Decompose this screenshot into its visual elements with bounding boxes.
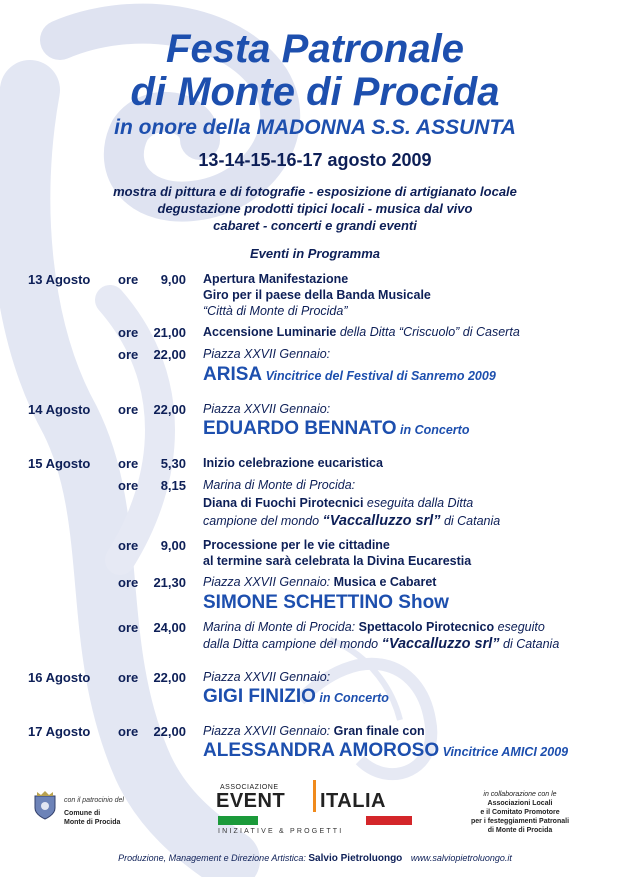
- time: 9,00: [160, 272, 186, 287]
- artist-name: GIGI FINIZIO: [203, 686, 316, 707]
- venue: Piazza XXVII Gennaio:: [203, 670, 331, 684]
- artist-name: ARISA: [203, 364, 263, 385]
- event-line: al termine sarà celebrata la Divina Eucarestia: [203, 554, 472, 568]
- ore-label: ore: [118, 325, 139, 340]
- headliner: [203, 740, 568, 762]
- time: 22,00: [153, 402, 186, 417]
- day-13: 13 Agosto: [28, 272, 91, 287]
- collab-line: e il Comitato Promotore: [480, 809, 560, 816]
- collaboration-block: [430, 790, 610, 835]
- ore-label: ore: [118, 456, 139, 471]
- day-17: 17 Agosto: [28, 724, 91, 739]
- headliner: [203, 592, 449, 614]
- event-line: “Città di Monte di Procida”: [203, 304, 348, 318]
- description-line-1: mostra di pittura e di fotografie - esposizione di artigianato locale: [113, 184, 517, 199]
- producer-website: www.salviopietroluongo.it: [410, 853, 512, 863]
- collab-line: Associazioni Locali: [487, 800, 553, 807]
- event-line: Inizio celebrazione eucaristica: [203, 456, 383, 470]
- flag-red: [366, 816, 412, 825]
- artist-name: EDUARDO BENNATO: [203, 418, 397, 439]
- description-line-2: degustazione prodotti tipici locali - musica dal vivo: [157, 201, 473, 216]
- venue: Piazza XXVII Gennaio:: [203, 402, 331, 416]
- event-italic: di Catania: [440, 514, 501, 528]
- time: 22,00: [153, 670, 186, 685]
- event-italic: Marina di Monte di Procida:: [203, 620, 359, 634]
- logo-divider: [313, 780, 316, 812]
- producer-label: Produzione, Management e Direzione Artistica:: [118, 853, 306, 863]
- time: 21,00: [153, 325, 186, 340]
- title-line-1: Festa Patronale: [166, 27, 464, 71]
- comune-name: Monte di Procida: [64, 819, 121, 826]
- event-italic: eseguito: [494, 620, 545, 634]
- event-line: [203, 513, 500, 529]
- event-line: Marina di Monte di Procida:: [203, 478, 356, 492]
- artist-note: in Concerto: [315, 691, 389, 705]
- event-line: Apertura Manifestazione: [203, 272, 349, 286]
- event-italia-logo: [216, 790, 416, 840]
- time: 24,00: [153, 620, 186, 635]
- day-14: 14 Agosto: [28, 402, 91, 417]
- event-bold: Diana di Fuochi Pirotecnici: [203, 496, 364, 510]
- event-line: [203, 496, 473, 510]
- artist-note: Vincitrice del Festival di Sanremo 2009: [262, 369, 496, 383]
- time: 21,30: [153, 575, 186, 590]
- logo-tagline: INIZIATIVE & PROGETTI: [218, 828, 344, 835]
- collab-line: per i festeggiamenti Patronali: [470, 818, 570, 825]
- event-italic: della Ditta “Criscuolo” di Caserta: [336, 325, 520, 339]
- ore-label: ore: [118, 347, 139, 362]
- title-line-2: di Monte di Procida: [130, 70, 500, 114]
- headliner: [203, 686, 389, 708]
- event-bold: Accensione Luminarie: [203, 325, 337, 339]
- collab-line: di Monte di Procida: [487, 827, 553, 834]
- event-line: Giro per il paese della Banda Musicale: [203, 288, 431, 302]
- event-bold: Musica e Cabaret: [330, 575, 437, 589]
- comune-name: Comune di: [64, 810, 101, 817]
- festival-dates: 13-14-15-16-17 agosto 2009: [198, 150, 432, 170]
- description-line-3: cabaret - concerti e grandi eventi: [213, 218, 417, 233]
- event-line: [203, 325, 520, 339]
- ore-label: ore: [118, 620, 139, 635]
- ore-label: ore: [118, 724, 139, 739]
- event-line: [203, 724, 425, 738]
- headliner: [203, 418, 469, 440]
- event-italic: eseguita dalla Ditta: [363, 496, 474, 510]
- title-dedication: in onore della MADONNA S.S. ASSUNTA: [114, 116, 516, 139]
- logo-event: EVENT: [216, 790, 286, 812]
- producer-credit: [0, 853, 630, 864]
- ore-label: ore: [118, 670, 139, 685]
- ore-label: ore: [118, 402, 139, 417]
- artist-note: Vincitrice AMICI 2009: [439, 745, 569, 759]
- ore-label: ore: [118, 575, 139, 590]
- producer-name: Salvio Pietroluongo: [308, 853, 403, 864]
- day-15: 15 Agosto: [28, 456, 91, 471]
- logo-italia: ITALIA: [320, 790, 386, 812]
- event-bold: Gran finale con: [330, 724, 425, 738]
- flag-green: [218, 816, 258, 825]
- ore-label: ore: [118, 538, 139, 553]
- event-line: [203, 636, 559, 652]
- event-line: [203, 620, 545, 634]
- artist-note: in Concerto: [396, 423, 470, 437]
- time: 5,30: [160, 456, 186, 471]
- logo-association-label: ASSOCIAZIONE: [220, 784, 279, 791]
- time: 9,00: [160, 538, 186, 553]
- ore-label: ore: [118, 478, 139, 493]
- time: 22,00: [153, 724, 186, 739]
- event-line: [203, 575, 436, 589]
- company-name: “Vaccalluzzo srl”: [322, 513, 441, 529]
- events-heading: Eventi in Programma: [249, 246, 381, 261]
- time: 8,15: [160, 478, 186, 493]
- day-16: 16 Agosto: [28, 670, 91, 685]
- headliner: [203, 364, 496, 386]
- company-name: “Vaccalluzzo srl”: [381, 636, 500, 652]
- patrocinio-label: con il patrocinio del: [64, 797, 124, 804]
- artist-name: ALESSANDRA AMOROSO: [203, 740, 440, 761]
- event-bold: Spettacolo Pirotecnico: [358, 620, 495, 634]
- venue: Piazza XXVII Gennaio:: [203, 724, 331, 738]
- event-italic: dalla Ditta campione del mondo: [203, 637, 382, 651]
- time: 22,00: [153, 347, 186, 362]
- collab-line: in collaborazione con le: [483, 791, 557, 798]
- event-italic: campione del mondo: [203, 514, 323, 528]
- event-line: Processione per le vie cittadine: [203, 538, 390, 552]
- artist-name: SIMONE SCHETTINO Show: [203, 592, 449, 613]
- venue: Piazza XXVII Gennaio:: [203, 347, 331, 361]
- comune-crest-icon: [33, 790, 57, 820]
- event-italic: di Catania: [499, 637, 560, 651]
- ore-label: ore: [118, 272, 139, 287]
- venue: Piazza XXVII Gennaio:: [203, 575, 331, 589]
